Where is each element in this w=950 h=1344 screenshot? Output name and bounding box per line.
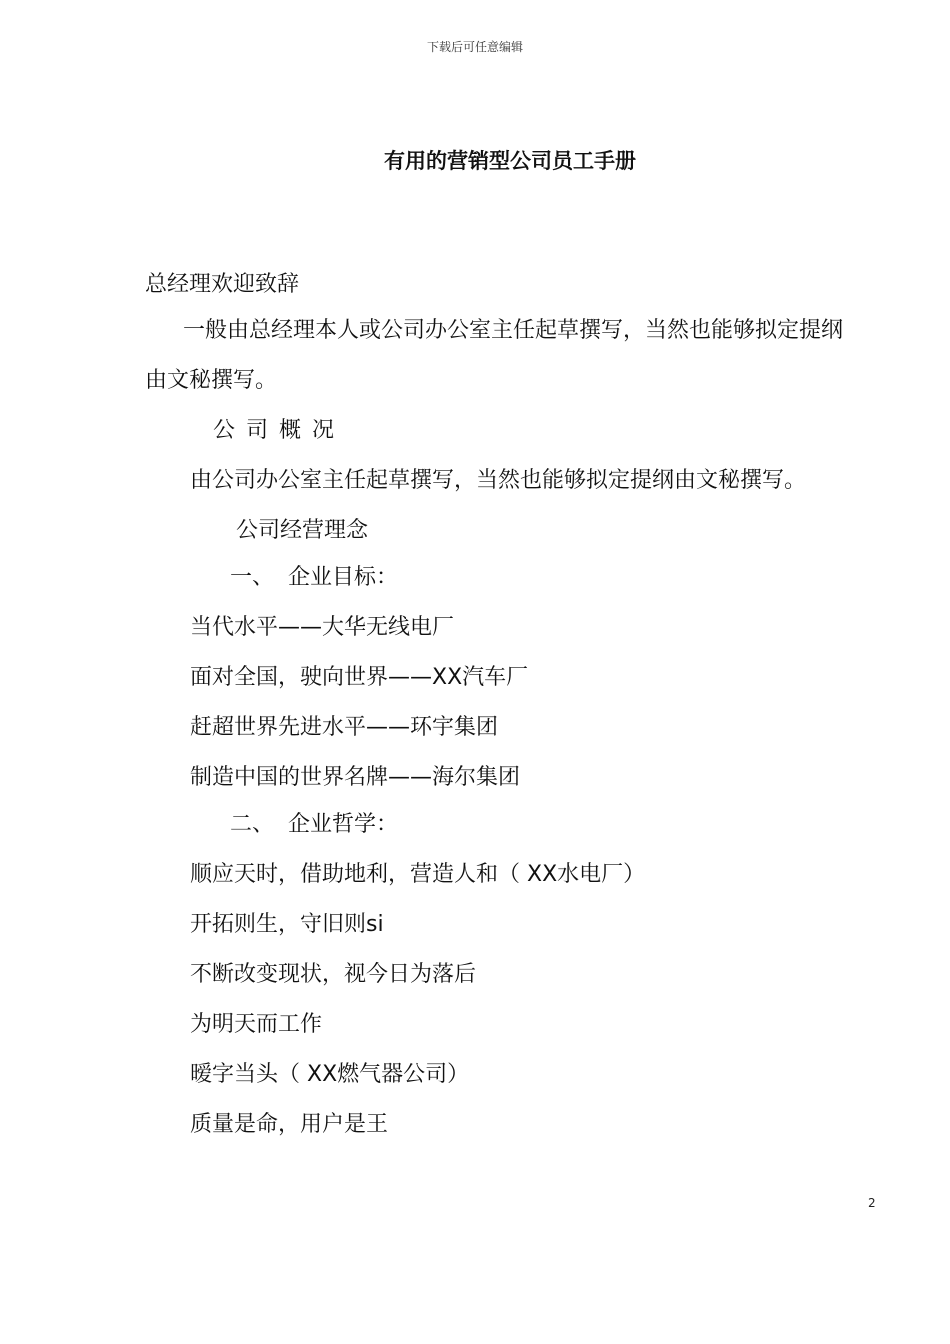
welcome-paragraph-line-1: 一般由总经理本人或公司办公室主任起草撰写，当然也能够拟定提纲 — [183, 318, 844, 343]
welcome-paragraph-line-2: 由文秘撰写。 — [145, 368, 278, 393]
page-header: 下载后可任意编辑 — [426, 40, 523, 54]
goal-item: 当代水平——大华无线电厂 — [190, 615, 455, 640]
goals-heading: 一、 企业目标： — [230, 565, 398, 590]
document-title: 有用的营销型公司员工手册 — [384, 149, 636, 173]
overview-paragraph: 由公司办公室主任起草撰写，当然也能够拟定提纲由文秘撰写。 — [190, 468, 807, 493]
philosophy-item: 暧字当头（ XX燃气器公司） — [190, 1062, 470, 1087]
philosophy-sub-heading: 二、 企业哲学： — [230, 812, 398, 837]
goal-item: 赶超世界先进水平——环宇集团 — [190, 715, 499, 740]
goal-item: 制造中国的世界名牌——海尔集团 — [190, 765, 521, 790]
philosophy-item: 顺应天时，借助地利，营造人和（ XX水电厂） — [190, 862, 646, 887]
goal-item: 面对全国，驶向世界——XX汽车厂 — [190, 665, 529, 690]
overview-heading: 公 司 概 况 — [213, 418, 336, 443]
philosophy-item: 不断改变现状，视今日为落后 — [190, 962, 477, 987]
page-number: 2 — [868, 1196, 876, 1210]
philosophy-item: 开拓则生，守旧则si — [190, 912, 384, 937]
welcome-heading: 总经理欢迎致辞 — [145, 272, 300, 297]
philosophy-item: 质量是命，用户是王 — [190, 1112, 389, 1137]
philosophy-item: 为明天而工作 — [190, 1012, 323, 1037]
philosophy-heading: 公司经营理念 — [236, 518, 369, 543]
